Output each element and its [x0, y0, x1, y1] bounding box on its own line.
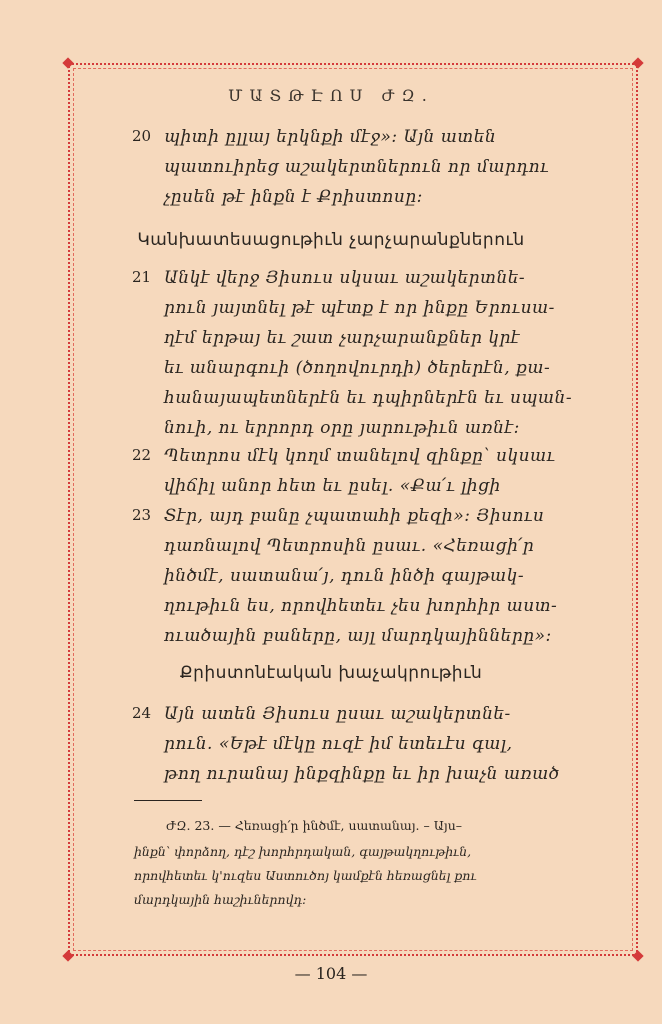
section-heading: Քրիստոնէական խաչակրութիւն [179, 663, 483, 683]
verse-line: րուն. «Եթէ մէկը ուզէ իմ ետեւէս գալ, [164, 734, 513, 754]
corner-ornament [62, 57, 73, 68]
page-number: — 104 — [294, 964, 368, 983]
footnote-line: ինքն՝ փորձող, դէշ խորհրդական, գայթակղութիւն, [134, 844, 472, 859]
verse-line: ղութիւն ես, որովհետեւ չես խորհիր աստ- [164, 596, 558, 616]
footnote-line: ԺԶ. 23. — Հեռացի՛ր ինծմէ, սատանայ. – Այս– [166, 818, 463, 833]
verse-line: րուն յայտնել թէ պէտք է որ ինքը Երուսա- [164, 298, 555, 318]
corner-ornament [632, 950, 643, 961]
verse-number: 20 [132, 127, 152, 145]
verse-line: ղէմ երթայ եւ շատ չարչարանքներ կրէ [164, 328, 521, 348]
verse-line: նուի, ու երրորդ օրը յարութիւն առնէ: [164, 418, 520, 438]
verse-line: պատուիրեց աշակերտներուն որ մարդու [164, 157, 549, 177]
verse-line: Պետրոս մէկ կողմ տանելով զինքը՝ սկսաւ [164, 446, 556, 466]
verse-line: չըսեն թէ ինքն է Քրիստոսը: [164, 187, 423, 207]
verse-line: Անկէ վերջ Յիսուս սկսաւ աշակերտնե- [164, 268, 526, 288]
verse-number: 22 [132, 446, 152, 464]
corner-ornament [62, 950, 73, 961]
verse-line: հանայապետներէն եւ դպիրներէն եւ սպան- [164, 388, 573, 408]
verse-line: դառնալով Պետրոսին ըսաւ. «Հեռացի՛ր [164, 536, 535, 556]
footnote-line: որովհետեւ կ'ուզես Աստուծոյ կամքէն հեռացնել քու [134, 868, 477, 883]
verse-line: թող ուրանայ ինքզինքը եւ իր խաչն առած [164, 764, 560, 784]
verse-line: ինծմէ, սատանա՛յ, դուն ինծի գայթակ- [164, 566, 525, 586]
footnote-line: մարդկային հաշիւներովդ: [134, 892, 307, 907]
corner-ornament [632, 57, 643, 68]
running-header: ՄԱՏԹԷՈՍ ԺԶ. [228, 86, 434, 105]
verse-number: 23 [132, 506, 152, 524]
verse-line: Այն ատեն Յիսուս ըսաւ աշակերտնե- [164, 704, 511, 724]
verse-number: 21 [132, 268, 152, 286]
verse-line: Տէր, այդ բանը չպատահի քեզի»: Յիսուս [164, 506, 545, 526]
verse-line: վիճիլ անոր հետ եւ ըսել. «Քա՛ւ լիցի [164, 476, 501, 496]
footnote-rule [134, 800, 202, 801]
verse-line: եւ անարգուի (ծողովուրդի) ծերերէն, քա- [164, 358, 551, 378]
verse-line: ուածային բաները, այլ մարդկայինները»: [164, 626, 552, 646]
verse-line: պիտի ըլլայ երկնքի մէջ»: Այն ատեն [164, 127, 497, 147]
verse-number: 24 [132, 704, 152, 722]
section-heading: Կանխատեսացութիւն չարչարանքներուն [137, 230, 525, 250]
